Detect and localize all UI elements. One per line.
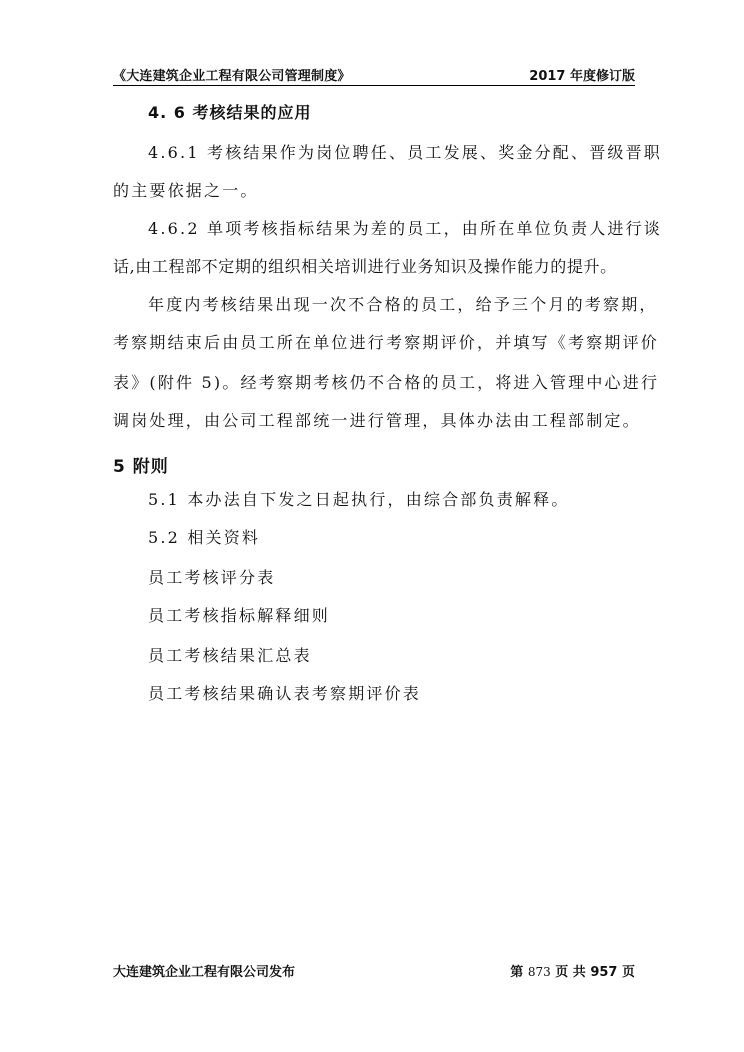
- paragraph-probation-line2: 考察期结束后由员工所在单位进行考察期评价，并填写《考察期评价: [113, 333, 660, 352]
- list-item: 员工考核评分表: [148, 568, 276, 587]
- page-number: [510, 961, 635, 980]
- header-title: 《大连建筑企业工程有限公司管理制度》: [113, 69, 351, 84]
- paragraph-4-6-1-line1: 4.6.1 考核结果作为岗位聘任、员工发展、奖金分配、晋级晋职: [148, 143, 662, 162]
- page-header: [113, 63, 635, 86]
- paragraph-5-1: 5.1 本办法自下发之日起执行，由综合部负责解释。: [148, 490, 570, 509]
- page-total: 957: [590, 965, 618, 980]
- paragraph-probation-line1: 年度内考核结果出现一次不合格的员工，给予三个月的考察期，: [148, 295, 658, 314]
- list-item: 员工考核结果确认表考察期评价表: [148, 684, 422, 703]
- paragraph-probation-line3: 表》(附件 5)。经考察期考核仍不合格的员工，将进入管理中心进行: [113, 373, 660, 392]
- paragraph-4-6-2-line1: 4.6.2 单项考核指标结果为差的员工，由所在单位负责人进行谈: [148, 219, 662, 238]
- list-item: 员工考核指标解释细则: [148, 606, 331, 625]
- page-prefix: 第: [510, 965, 524, 980]
- header-edition: 2017 年度修订版: [529, 69, 635, 84]
- page-mid: 页 共: [555, 965, 586, 980]
- paragraph-probation-line4: 调岗处理，由公司工程部统一进行管理，具体办法由工程部制定。: [113, 411, 641, 430]
- page-footer: [113, 961, 635, 983]
- paragraph-4-6-1-line2: 的主要依据之一。: [113, 181, 259, 200]
- paragraph-5-2: 5.2 相关资料: [148, 528, 261, 547]
- section-heading-4-6: 4. 6 考核结果的应用: [148, 103, 312, 122]
- page-suffix: 页: [621, 965, 635, 980]
- list-item: 员工考核结果汇总表: [148, 646, 312, 665]
- section-heading-5: 5 附则: [113, 457, 169, 477]
- page-current: 873: [527, 965, 551, 979]
- paragraph-4-6-2-line2: 话,由工程部不定期的组织相关培训进行业务知识及操作能力的提升。: [113, 257, 617, 276]
- footer-publisher: 大连建筑企业工程有限公司发布: [113, 965, 296, 980]
